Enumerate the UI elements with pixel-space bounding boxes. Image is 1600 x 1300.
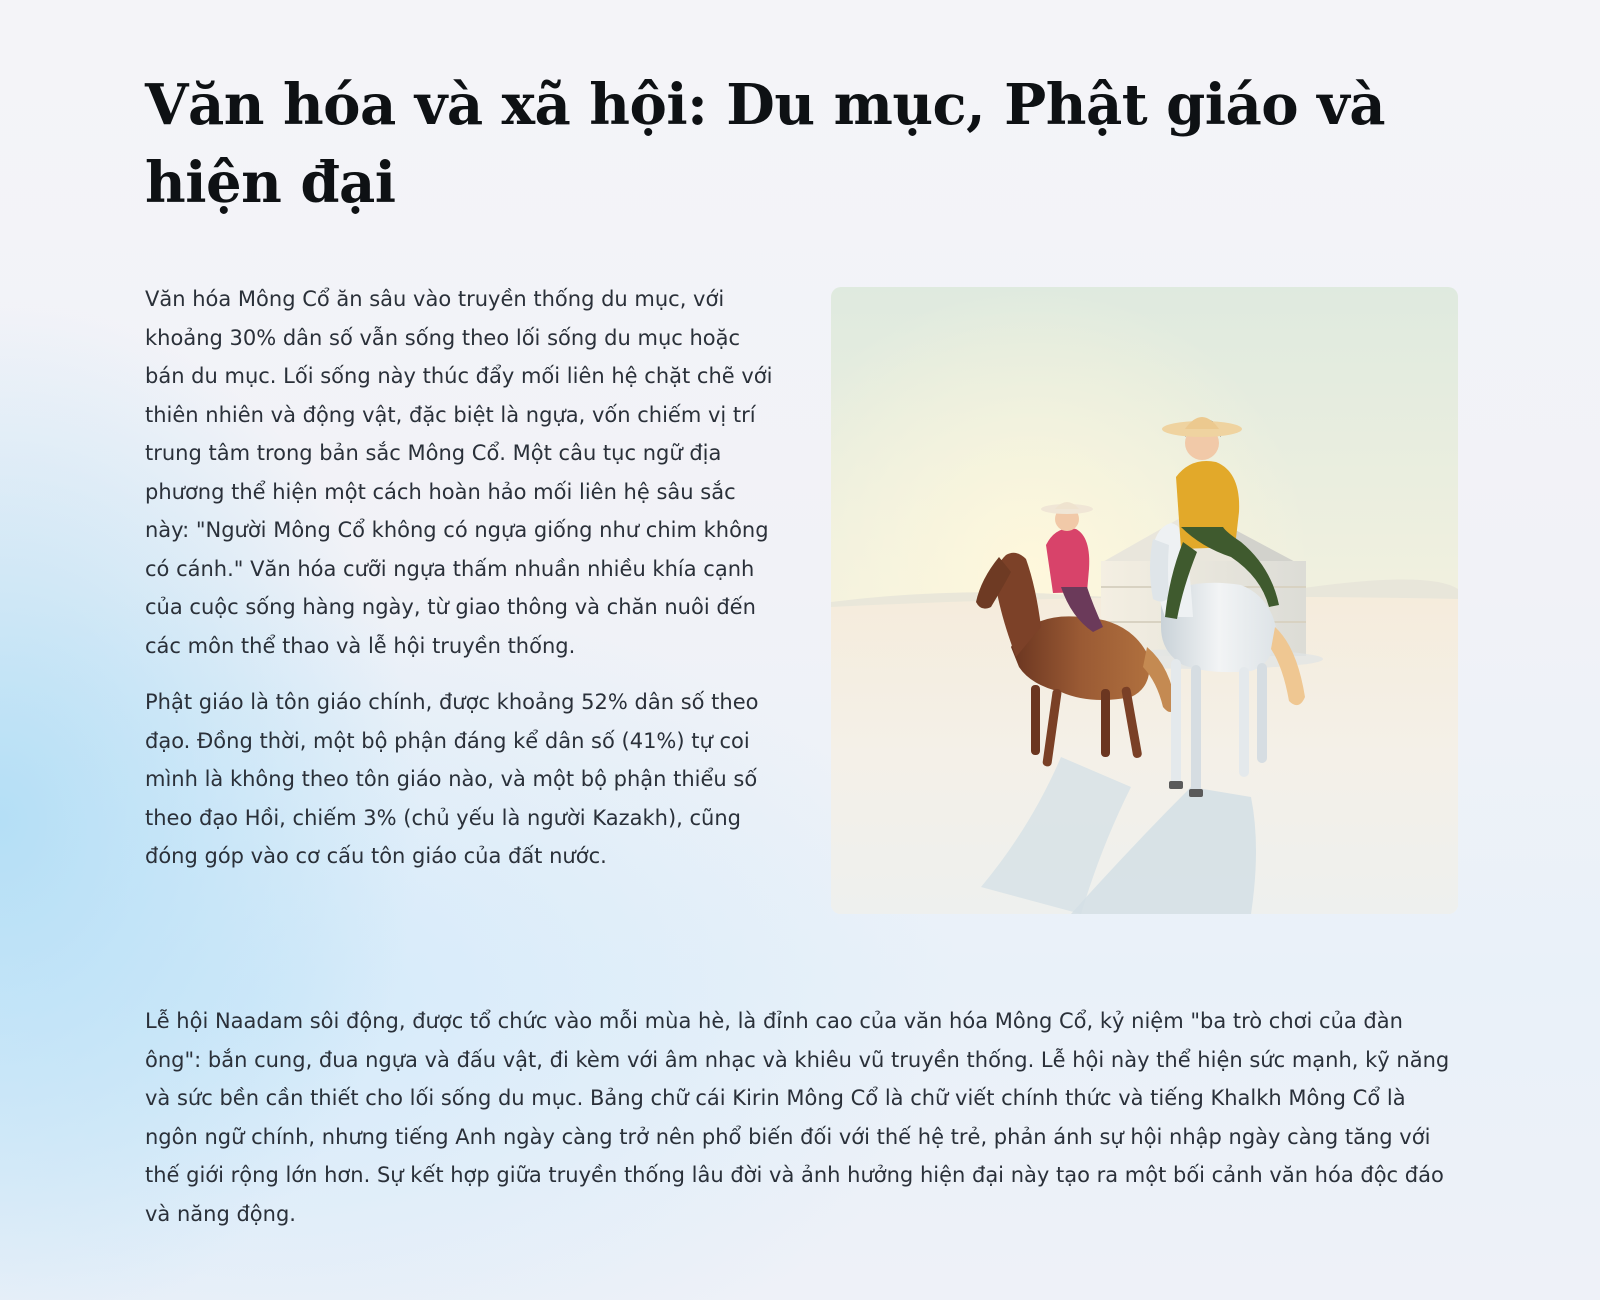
page-title: Văn hóa và xã hội: Du mục, Phật giáo và hiện đại [145,72,1385,216]
paragraph-nomadic-culture: Văn hóa Mông Cổ ăn sâu vào truyền thống du mục, với khoảng 30% dân số vẫn sống theo lối sống du mục hoặc bán du mục. Lối sống này thúc đẩy mối liên hệ chặt chẽ với thiên nhiên và động vật, đặc biệt là ngựa, vốn chiếm vị trí trung tâm trong bản sắc Mông Cổ. Một câu tục ngữ địa phương thể hiện một cách hoàn hảo mối liên hệ sâu sắc này: "Người Mông Cổ không có ngựa giống như chim không có cánh." Văn hóa cưỡi ngựa thấm nhuần nhiều khía cạnh của cuộc sống hàng ngày, từ giao thông và chăn nuôi đến các môn thể thao và lễ hội truyền thống. [145,287,773,658]
paragraph-naadam-festival: Lễ hội Naadam sôi động, được tổ chức vào mỗi mùa hè, là đỉnh cao của văn hóa Mông Cổ, kỷ niệm "ba trò chơi của đàn ông": bắn cung, đua ngựa và đấu vật, đi kèm với âm nhạc và khiêu vũ truyền thống. Lễ hội này thể hiện sức mạnh, kỹ năng và sức bền cần thiết cho lối sống du mục. Bảng chữ cái Kirin Mông Cổ là chữ viết chính thức và tiếng Khalkh Mông Cổ là ngôn ngữ chính, nhưng tiếng Anh ngày càng trở nên phổ biến đối với thế hệ trẻ, phản ánh sự hội nhập ngày càng tăng với thế giới rộng lớn hơn. Sự kết hợp giữa truyền thống lâu đời và ảnh hưởng hiện đại này tạo ra một bối cảnh văn hóa độc đáo và năng động. [145,1009,1450,1226]
paragraph-religion: Phật giáo là tôn giáo chính, được khoảng 52% dân số theo đạo. Đồng thời, một bộ phận đáng kể dân số (41%) tự coi mình là không theo tôn giáo nào, và một bộ phận thiểu số theo đạo Hồi, chiếm 3% (chủ yếu là người Kazakh), cũng đóng góp vào cơ cấu tôn giáo của đất nước. [145,690,759,868]
left-column [145,280,775,894]
horse-riders-illustration [831,287,1458,914]
